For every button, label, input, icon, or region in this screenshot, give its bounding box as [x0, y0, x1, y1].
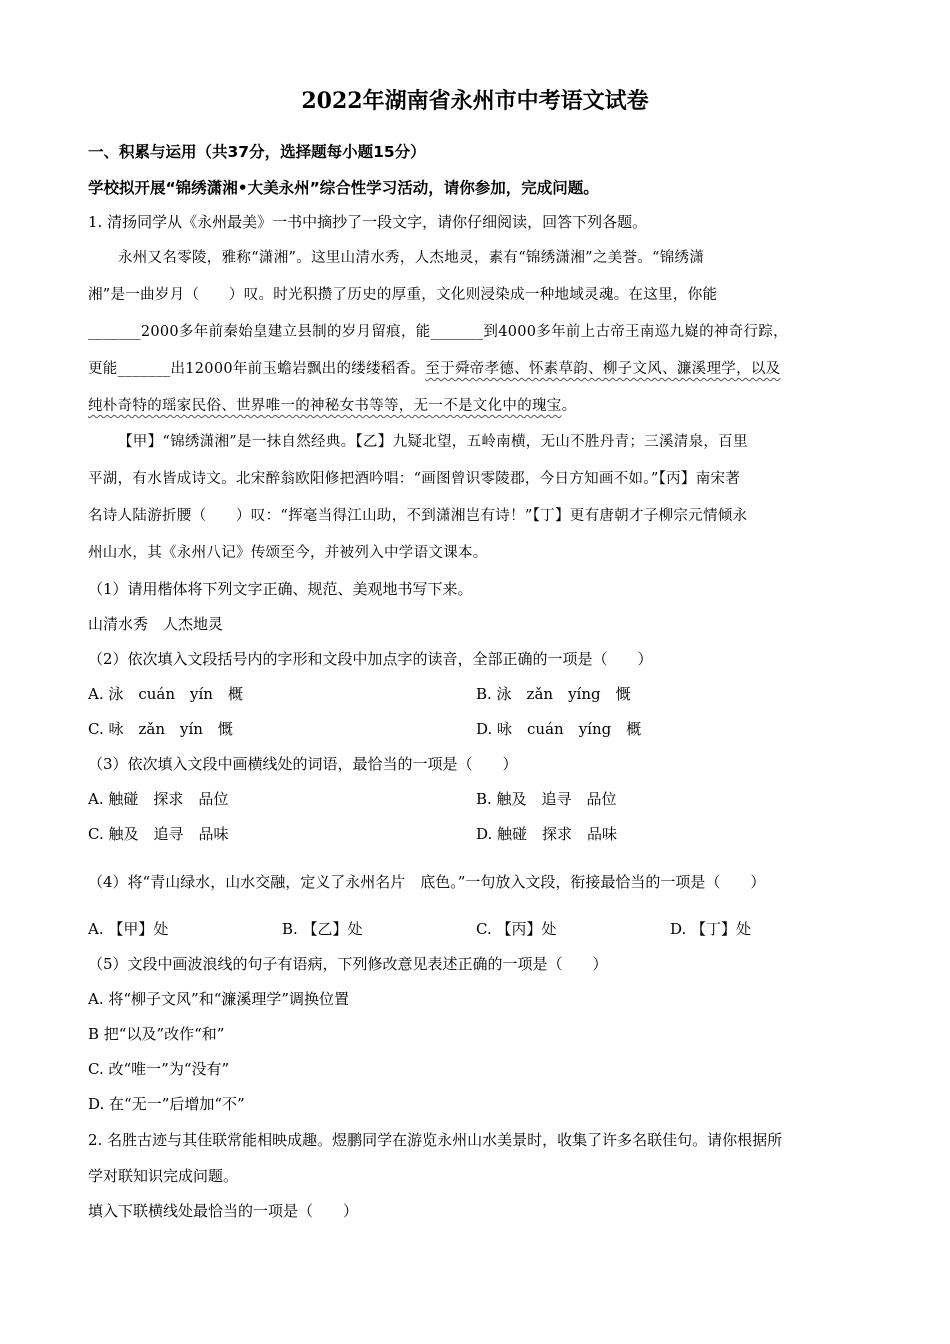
option-a[interactable]: A. 触碰 探求 品位	[88, 790, 229, 808]
option-b[interactable]: B 把“以及”改作“和”	[88, 1025, 225, 1043]
passage-line: 平湖，有水皆成诗文。北宋醉翁欧阳修把酒吟唱：“画图曾识零陵郡，今日方知画不如。”【丙】南宋著	[88, 471, 741, 487]
passage-line: 湘”是一曲岁月（ ）叹。时光积攒了历史的厚重，文化则浸染成一种地域灵魂。在这里，你能	[88, 287, 718, 303]
option-b[interactable]: B. 触及 追寻 品位	[476, 790, 617, 808]
sub-question-2: （2）依次填入文段括号内的字形和文段中加点字的读音，全部正确的一项是（ ）	[88, 650, 653, 668]
option-c[interactable]: C. 咏 zǎn yín 慨	[88, 720, 233, 738]
section-heading: 一、积累与运用（共37分，选择题每小题15分）	[88, 143, 426, 161]
question-1-stem: 1. 清扬同学从《永州最美》一书中摘抄了一段文字，请你仔细阅读，回答下列各题。	[88, 213, 648, 231]
passage-line	[88, 358, 780, 380]
option-a[interactable]: A. 【甲】处	[88, 920, 169, 938]
passage-text: 。	[561, 398, 577, 414]
option-c[interactable]: C. 【丙】处	[476, 920, 557, 938]
sub-question-1: （1）请用楷体将下列文字正确、规范、美观地书写下来。	[88, 580, 473, 598]
option-c[interactable]: C. 触及 追寻 品味	[88, 825, 229, 843]
sub-question-4: （4）将“青山绿水，山水交融，定义了永州名片 底色。”一句放入文段，衔接最恰当的一项是（ ）	[88, 873, 766, 891]
sub-question-3: （3）依次填入文段中画横线处的词语，最恰当的一项是（ ）	[88, 755, 518, 773]
option-c[interactable]: C. 改“唯一”为“没有”	[88, 1060, 230, 1078]
option-d[interactable]: D. 咏 cuán yíng 概	[476, 720, 642, 738]
option-d[interactable]: D. 【丁】处	[670, 920, 752, 938]
passage-line	[88, 395, 576, 417]
passage-line: _______2000多年前秦始皇建立县制的岁月留痕，能_______到4000多年前上古帝王南巡九嶷的神奇行踪，	[88, 324, 788, 340]
option-b[interactable]: B. 【乙】处	[282, 920, 363, 938]
question-2-stem: 2. 名胜古迹与其佳联常能相映成趣。煜鹏同学在游览永州山水美景时，收集了许多名联佳句。请你根据所	[88, 1131, 783, 1149]
question-2-sub: 填入下联横线处最恰当的一项是（ ）	[88, 1202, 359, 1220]
wavy-underlined-sentence: 至于舜帝孝德、怀素草韵、柳子文风、濂溪理学，以及	[425, 361, 781, 377]
question-2-stem: 学对联知识完成问题。	[88, 1167, 239, 1185]
calligraphy-text: 山清水秀 人杰地灵	[88, 615, 224, 633]
passage-line: 【甲】“锦绣潇湘”是一抹自然经典。【乙】九疑北望，五岭南横，无山不胜丹青；三溪清泉，百里	[118, 434, 748, 450]
option-d[interactable]: D. 触碰 探求 品味	[476, 825, 618, 843]
page-title: 2022年湖南省永州市中考语文试卷	[301, 88, 649, 114]
option-a[interactable]: A. 将“柳子文风”和“濂溪理学”调换位置	[88, 990, 350, 1008]
wavy-underlined-sentence: 纯朴奇特的瑶家民俗、世界唯一的神秘女书等等，无一不是文化中的瑰宝	[88, 398, 562, 414]
option-a[interactable]: A. 泳 cuán yín 概	[88, 685, 243, 703]
sub-question-5: （5）文段中画波浪线的句子有语病，下列修改意见表述正确的一项是（ ）	[88, 955, 608, 973]
passage-line: 名诗人陆游折腰（ ）叹：“挥毫当得江山助，不到潇湘岂有诗！”【丁】更有唐朝才子柳宗元情倾永	[88, 508, 748, 524]
option-b[interactable]: B. 泳 zǎn yíng 慨	[476, 685, 631, 703]
passage-line: 永州又名零陵，雅称“潇湘”。这里山清水秀，人杰地灵，素有“锦绣潇湘”之美誉。“锦绣潇	[118, 250, 705, 266]
passage-text: 更能_______出12000年前玉蟾岩飘出的缕缕稻香。	[88, 361, 426, 377]
passage-line: 州山水，其《永州八记》传颂至今，并被列入中学语文课本。	[88, 545, 488, 561]
option-d[interactable]: D. 在“无一”后增加“不”	[88, 1095, 245, 1113]
activity-intro: 学校拟开展“锦绣潇湘•大美永州”综合性学习活动，请你参加，完成问题。	[88, 179, 599, 197]
